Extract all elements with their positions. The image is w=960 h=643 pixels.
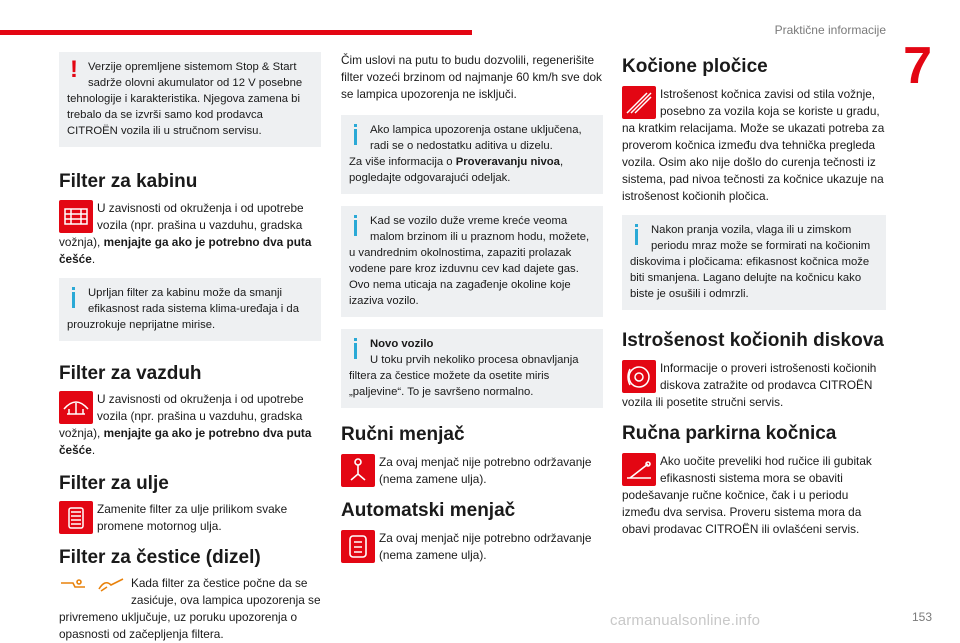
automatic-gearbox-item: [341, 530, 603, 564]
parking-brake-icon: [622, 453, 656, 486]
manual-gearbox-item: [341, 454, 603, 488]
brake-discs-title: Istrošenost kočionih diskova: [622, 330, 884, 351]
info-icon: [630, 222, 646, 248]
regeneration-intro: Čim uslovi na putu to budu dozvolili, regenerišite filter vozeći brzinom od najmanje 60 km/h sve dok se lampica upozorenja ne isključi.: [341, 53, 602, 101]
brake-disc-icon: [622, 360, 656, 393]
brake-moisture-info-text: Nakon pranja vozila, vlaga ili u zimskom periodu mraz može se formirati na kočionim diskovima i pločicama: efikasnost kočnica može biti smanjena. Lagano delujte na kočnicu kako biste je osušili i odmrzli.: [630, 224, 871, 300]
new-vehicle-info-box: [341, 329, 603, 408]
oil-filter-item: [59, 501, 321, 535]
header-accent-bar: [0, 30, 472, 35]
air-filter-emphasis: menjajte ga ako je potrebno dva puta češće: [59, 426, 312, 457]
cabin-filter-info-text: Uprljan filter za kabinu može da smanji efikasnost rada sistema klima-uređaja i da prouzrokuje neprijatne mirise.: [67, 287, 299, 331]
chapter-number: 7: [903, 37, 932, 95]
air-filter-icon: [59, 391, 93, 424]
particle-filter-text: Kada filter za čestice počne da se zasićuje, ova lampica upozorenja se privremeno uključuje, uz poruku upozorenja o opasnosti od začepljenja filtera.: [59, 576, 321, 641]
info-icon: [349, 122, 365, 148]
brake-pads-item: [622, 86, 886, 205]
cabin-filter-info-box: [59, 278, 321, 341]
cabin-filter-period: .: [91, 252, 96, 266]
brake-pads-icon: [622, 86, 656, 119]
steam-info-box: [341, 206, 603, 317]
page-number: 153: [911, 610, 932, 624]
manual-gearbox-text: Za ovaj menjač nije potrebno održavanje (nema zamene ulja).: [379, 455, 592, 486]
parking-brake-title: Ručna parkirna kočnica: [622, 423, 837, 444]
additive-info-box: [341, 115, 603, 194]
steam-info-text: Kad se vozilo duže vreme kreće veoma malom brzinom ili u praznom hodu, možete, u vandrednim okolnostima, zapaziti prolazak vodene pare kroz izduvnu cev kad dajete gas. Ovo nema uticaja na zagađenje okoline koje izaziva vozilo.: [349, 215, 590, 307]
parking-brake-text: Ako uočite preveliki hod ručice ili gubitak efikasnosti sistema mora se obaviti podešavanje ručne kočnice, čak i u periodu između dva servisa. Proveru sistema mora da obavi prodavac CITROËN ili ovlašćeni servis.: [622, 454, 872, 536]
additive-ref-text: Za više informacija o: [349, 156, 456, 168]
section-title: Praktične informacije: [774, 23, 886, 37]
info-icon: [349, 336, 365, 362]
column-3: [622, 52, 886, 538]
additive-info-text: Ako lampica upozorenja ostane uključena, radi se o nedostatku aditiva u dizelu.: [370, 124, 582, 152]
air-filter-title: Filter za vazduh: [59, 363, 202, 384]
air-filter-period: .: [91, 443, 96, 457]
additive-ref-end: , pogledajte odgovarajući odeljak.: [349, 156, 564, 184]
brake-discs-item: [622, 360, 886, 411]
particle-filter-icons: [59, 575, 127, 595]
cabin-filter-emphasis: menjajte ga ako je potrebno dva puta češće: [59, 235, 312, 266]
air-filter-text: U zavisnosti od okruženja i od upotrebe vozila (npr. prašina u vazduhu, gradska vožnja),: [59, 392, 304, 440]
new-vehicle-text: U toku prvih nekoliko procesa obnavljanja filtera za čestice možete da osetite miris „paljevine“. To je savršeno normalno.: [349, 354, 579, 398]
cabin-filter-item: [59, 200, 321, 268]
manual-gearbox-title: Ručni menjač: [341, 424, 465, 445]
brake-moisture-info-box: [622, 215, 886, 310]
automatic-gearbox-icon: [341, 530, 375, 563]
brake-pads-text: Istrošenost kočnica zavisi od stila vožnje, posebno za vozila koja se koriste u gradu, na kratkim relacijama. Može se ukazati potreba za proverom kočnica između dva tehnička pregleda vozila. Osim ako nije došlo do curenja tečnosti iz sistema, pad nivoa tečnosti za kočnice ukazuje na istrošenost kočionih pločica.: [622, 87, 885, 203]
cabin-filter-text: U zavisnosti od okruženja i od upotrebe vozila (npr. prašina u vazduhu, gradska vožnja),: [59, 201, 304, 249]
info-icon: [349, 213, 365, 239]
automatic-gearbox-title: Automatski menjač: [341, 500, 516, 521]
automatic-gearbox-text: Za ovaj menjač nije potrebno održavanje (nema zamene ulja).: [379, 531, 592, 562]
oil-filter-text: Zamenite filter za ulje prilikom svake promene motornog ulja.: [97, 502, 288, 533]
oil-filter-icon: [59, 501, 93, 534]
info-icon: [67, 285, 83, 311]
oil-filter-title: Filter za ulje: [59, 473, 169, 494]
column-1: [59, 52, 321, 643]
parking-brake-item: [622, 453, 886, 538]
column-2: [341, 52, 603, 564]
warning-text: Verzije opremljene sistemom Stop & Start sadrže olovni akumulator od 12 V posebne tehnologije i karakteristika. Njegova zamena bi trebalo da se izvrši samo kod prodavca CITROËN vozila ili u stručnom servisu.: [67, 61, 303, 137]
brake-discs-text: Informacije o proveri istrošenosti kočionih diskova zatražite od prodavca CITROËN vozila ili posetite stručni servis.: [622, 361, 877, 409]
air-filter-item: [59, 391, 321, 459]
cabin-filter-title: Filter za kabinu: [59, 171, 198, 192]
particle-filter-item: [59, 575, 321, 643]
manual-gearbox-icon: [341, 454, 375, 487]
additive-ref-link: Proveravanju nivoa: [455, 156, 560, 168]
brake-pads-title: Kočione pločice: [622, 56, 768, 77]
cabin-filter-icon: [59, 200, 93, 233]
watermark: carmanualsonline.info: [610, 612, 761, 629]
warning-box: [59, 52, 321, 147]
new-vehicle-heading: Novo vozilo: [370, 338, 434, 350]
particle-filter-title: Filter za čestice (dizel): [59, 547, 261, 568]
warning-icon: [67, 59, 83, 85]
